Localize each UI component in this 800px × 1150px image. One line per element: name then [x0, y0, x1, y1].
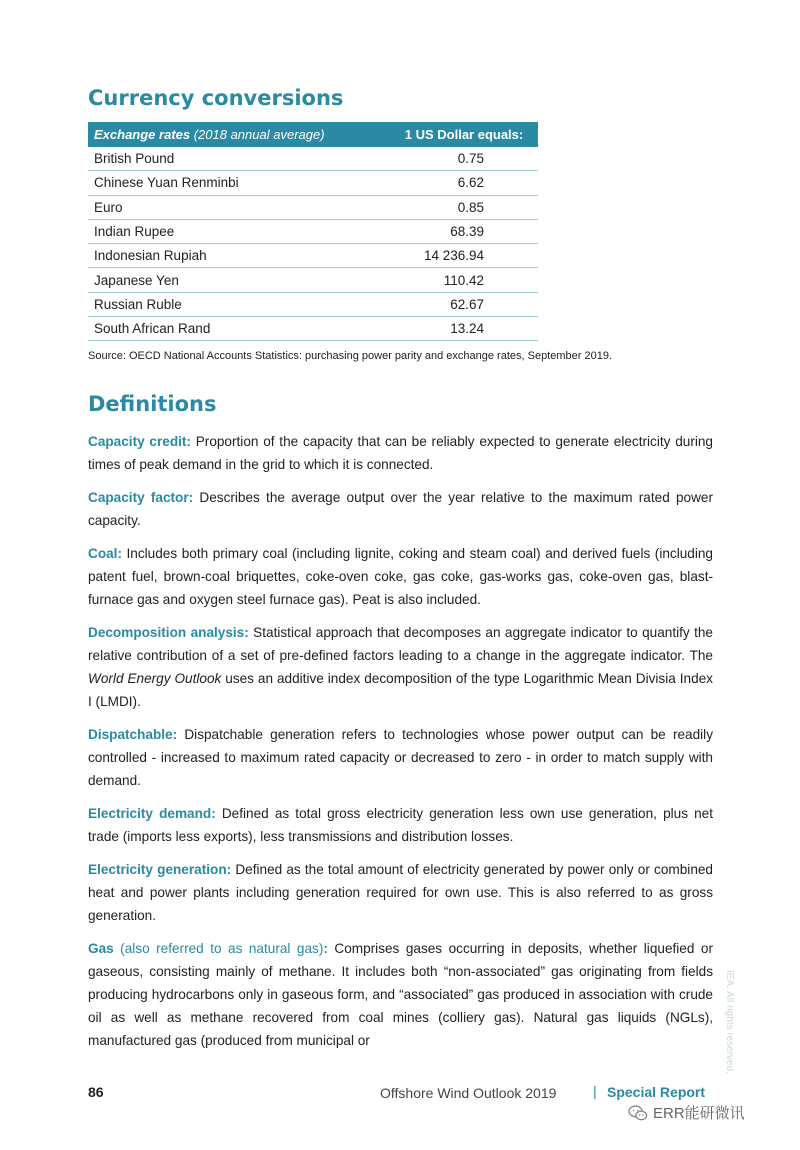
exchange-rates-table — [88, 122, 538, 341]
currency-heading: Currency conversions — [88, 86, 344, 110]
definition-text: Defined as total gross electricity generation less own use generation, plus net trade (imports less exports), less transmissions and distribution losses. — [88, 806, 714, 844]
page-number: 86 — [88, 1084, 104, 1100]
definition-text-italic: World Energy Outlook — [88, 671, 222, 686]
table-row — [88, 244, 538, 268]
footer-report-label: Special Report — [607, 1084, 706, 1100]
table-row — [88, 292, 538, 316]
definition-text: Includes both primary coal (including lignite, coking and steam coal) and derived fuels (including patent fuel, brown-coal briquettes, coke-oven coke, gas coke, gas-works gas, coke-oven gas, blast-furnace gas and oxygen steel furnace gas). Peat is also included. — [88, 546, 713, 607]
definition-term-paren: (also referred to as natural gas) — [113, 941, 324, 956]
currency-name: Indian Rupee — [88, 219, 390, 243]
table-row — [88, 317, 538, 341]
definition-term-main: Gas — [88, 941, 114, 956]
table-row — [88, 171, 538, 195]
rate-value: 62.67 — [390, 292, 538, 316]
table-header-currency — [88, 122, 390, 147]
definitions-heading: Definitions — [88, 392, 217, 416]
definition-text: uses an additive index decomposition of the type Logarithmic Mean Divisia Index I (LMDI). — [88, 671, 713, 709]
definition-term-colon: : — [323, 941, 328, 956]
table-row — [88, 219, 538, 243]
definition-term: Decomposition analysis: — [88, 625, 249, 640]
definition-term — [88, 941, 328, 956]
definition-term: Electricity demand: — [88, 806, 216, 821]
table-row — [88, 147, 538, 171]
definition-text: Defined as the total amount of electricity generated by power only or combined heat and power plants including generation required for own use. This is also referred to as gross generation. — [88, 862, 713, 923]
currency-name: South African Rand — [88, 317, 390, 341]
currency-name: British Pound — [88, 147, 390, 171]
footer-title: Offshore Wind Outlook 2019 — [380, 1085, 557, 1101]
table-header-rate: 1 US Dollar equals: — [390, 122, 538, 147]
definition-item — [88, 486, 713, 532]
table-row — [88, 268, 538, 292]
rate-value: 0.75 — [390, 147, 538, 171]
table-source-note: Source: OECD National Accounts Statistics: purchasing power parity and exchange rates, September 2019. — [88, 350, 613, 362]
watermark-text: ERR能研微讯 — [653, 1105, 745, 1122]
definition-text: Dispatchable generation refers to technologies whose power output can be readily controlled - increased to maximum rated capacity or decreased to zero - in order to match supply with demand. — [88, 727, 713, 788]
definition-item — [88, 542, 713, 611]
currency-name: Japanese Yen — [88, 268, 390, 292]
definition-term: Dispatchable: — [88, 727, 178, 742]
definition-item — [88, 621, 713, 713]
definition-item — [88, 723, 713, 792]
rate-value: 110.42 — [390, 268, 538, 292]
currency-name: Russian Ruble — [88, 292, 390, 316]
rate-value: 6.62 — [390, 171, 538, 195]
definition-text: Comprises gases occurring in deposits, whether liquefied or gaseous, consisting mainly of methane. It includes both “non-associated” gas originating from fields producing hydrocarbons only in gaseous form, and “associated” gas produced in association with crude oil as well as methane recovered from coal mines (colliery gas). Natural gas liquids (NGLs), manufactured gas (produced from municipal or — [88, 941, 713, 1048]
definition-item — [88, 802, 713, 848]
definition-term: Capacity factor: — [88, 490, 194, 505]
table-header-row — [88, 122, 538, 147]
header-label-sub: (2018 annual average) — [190, 127, 325, 142]
rate-value: 13.24 — [390, 317, 538, 341]
watermark — [628, 1102, 745, 1123]
definition-item — [88, 858, 713, 927]
rights-notice: IEA. All rights reserved. — [724, 970, 735, 1074]
currency-name: Indonesian Rupiah — [88, 244, 390, 268]
definition-item — [88, 430, 713, 476]
definition-text: Proportion of the capacity that can be reliably expected to generate electricity during times of peak demand in the grid to which it is connected. — [88, 434, 713, 472]
definition-text: Describes the average output over the year relative to the maximum rated power capacity. — [88, 490, 713, 528]
rate-value: 14 236.94 — [390, 244, 538, 268]
footer-separator: | — [593, 1083, 597, 1099]
rate-value: 68.39 — [390, 219, 538, 243]
definition-item — [88, 937, 713, 1052]
definition-term: Capacity credit: — [88, 434, 191, 449]
definitions-list — [88, 430, 713, 1062]
header-label-main: Exchange rates — [94, 127, 191, 142]
definition-term: Electricity generation: — [88, 862, 232, 877]
definition-text: Statistical approach that decomposes an aggregate indicator to quantify the relative contribution of a set of pre-defined factors leading to a change in the aggregate indicator. The — [88, 625, 713, 663]
currency-name: Euro — [88, 195, 390, 219]
currency-name: Chinese Yuan Renminbi — [88, 171, 390, 195]
table-row — [88, 195, 538, 219]
wechat-icon — [628, 1104, 648, 1122]
rate-value: 0.85 — [390, 195, 538, 219]
definition-term: Coal: — [88, 546, 122, 561]
